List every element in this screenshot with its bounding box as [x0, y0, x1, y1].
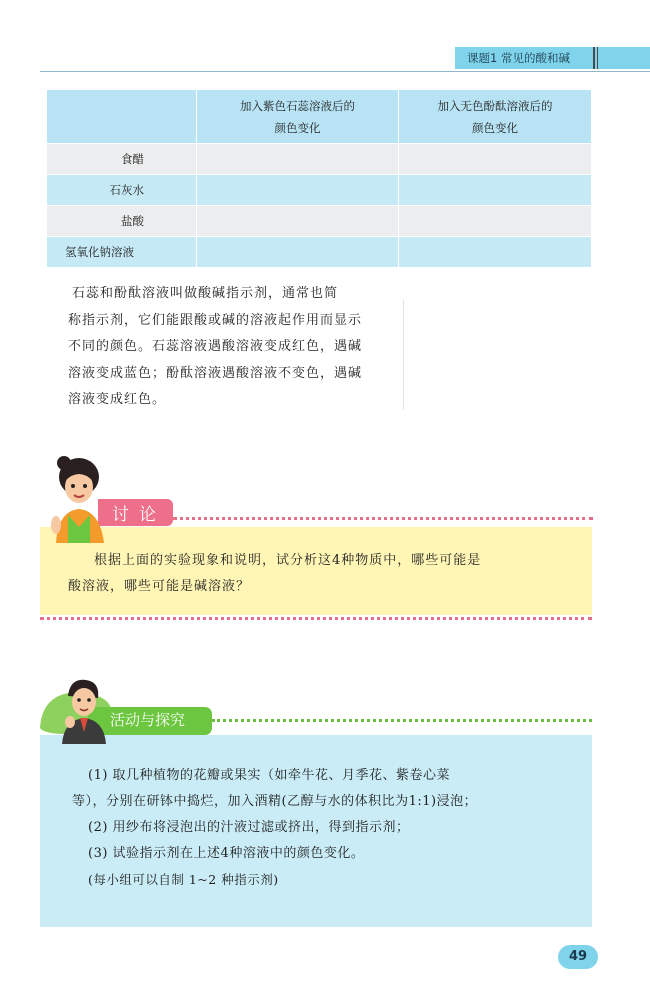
dotted-divider	[40, 617, 592, 620]
table-row	[47, 237, 592, 268]
discussion-title: 讨论	[112, 505, 166, 525]
discussion-line: 根据上面的实验现象和说明，试分析这4种物质中，哪些可能是	[94, 553, 482, 568]
indicator-paragraph	[68, 281, 388, 414]
paragraph-line: 不同的颜色。石蕊溶液遇酸溶液变成红色，遇碱	[68, 339, 363, 354]
table-cell	[399, 237, 592, 268]
observation-table	[46, 89, 592, 268]
girl-illustration-icon	[42, 455, 112, 543]
row-label: 食醋	[47, 144, 197, 175]
dotted-divider	[212, 719, 592, 722]
table-cell	[197, 206, 399, 237]
header-line: 加入无色酚酞溶液后的 颜色变化	[437, 98, 553, 135]
page-number: 49	[558, 945, 598, 969]
table-header-cell	[47, 90, 197, 144]
header-divider	[597, 47, 598, 69]
table-header-cell	[399, 90, 592, 144]
table-cell	[197, 144, 399, 175]
activity-line: 等），分别在研钵中捣烂，加入酒精(乙醇与水的体积比为1:1)浸泡；	[72, 794, 478, 809]
row-label: 氢氧化钠溶液	[47, 237, 197, 268]
table-cell	[197, 175, 399, 206]
chapter-header-tab	[455, 47, 650, 69]
paragraph-line: 石蕊和酚酞溶液叫做酸碱指示剂，通常也简	[72, 286, 339, 301]
discussion-line: 酸溶液，哪些可能是碱溶液？	[68, 579, 251, 594]
paragraph-line: 称指示剂，它们能跟酸或碱的溶液起作用而显示	[68, 312, 363, 328]
table-header-cell	[197, 90, 399, 144]
table-row	[47, 144, 592, 175]
table-row	[47, 175, 592, 206]
header-line: 加入紫色石蕊溶液后的 颜色变化	[240, 98, 355, 135]
activity-title: 活动与探究	[110, 711, 186, 729]
activity-line: (3) 试验指示剂在上述4种溶液中的颜色变化。	[88, 846, 365, 861]
activity-line: (2) 用纱布将浸泡出的汁液过滤或挤出，得到指示剂；	[88, 820, 410, 835]
table-cell	[399, 206, 592, 237]
paragraph-line: 溶液变成蓝色；酚酞溶液遇酸溶液不变色，遇碱	[68, 365, 363, 381]
row-label: 盐酸	[47, 206, 197, 237]
row-label: 石灰水	[47, 175, 197, 206]
table-cell	[197, 237, 399, 268]
paragraph-line: 溶液变成红色。	[68, 392, 167, 407]
activity-note: (每小组可以自制 1~2 种指示剂)	[88, 872, 279, 887]
activity-line: (1) 取几种植物的花瓣或果实（如牵牛花、月季花、紫卷心菜	[88, 768, 451, 783]
header-divider	[593, 47, 595, 69]
table-cell	[399, 144, 592, 175]
header-rule	[40, 71, 650, 72]
margin-rule	[403, 300, 404, 410]
discussion-text	[68, 548, 578, 600]
table-cell	[399, 175, 592, 206]
table-row	[47, 206, 592, 237]
activity-text	[72, 763, 572, 893]
boy-illustration-icon	[52, 676, 114, 744]
chapter-label: 课题1 常见的酸和碱	[467, 51, 570, 65]
table-header-row	[47, 90, 592, 144]
dotted-divider	[173, 517, 593, 520]
